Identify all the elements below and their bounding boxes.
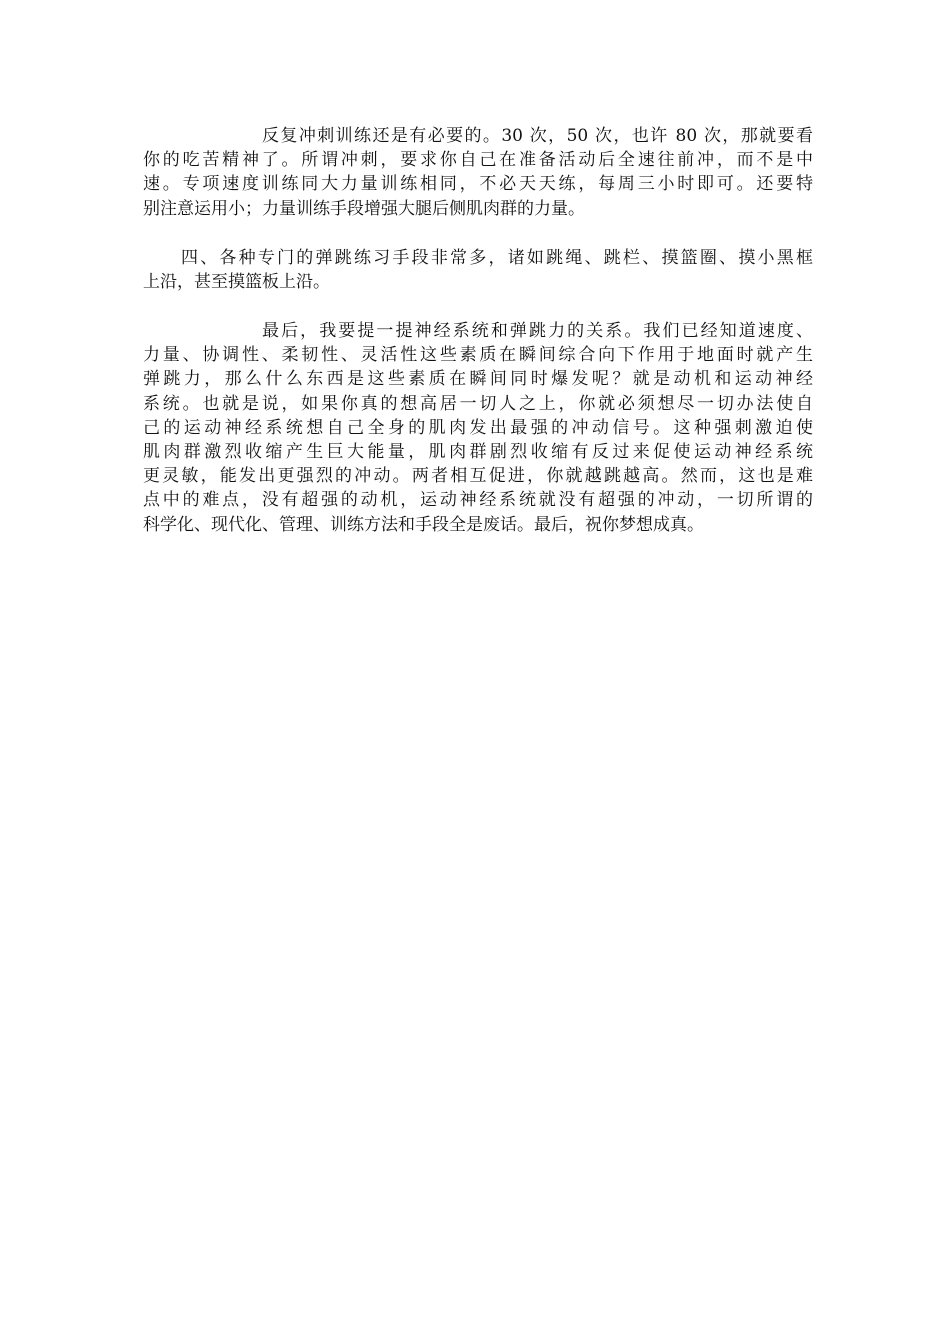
paragraph-line: 己的运动神经系统想自己全身的肌肉发出最强的冲动信号。这种强刺激迫使 [143, 417, 813, 438]
paragraph-line: 反复冲刺训练还是有必要的。30 次，50 次，也许 80 次，那就要看 [262, 126, 813, 146]
paragraph-line: 系统。也就是说，如果你真的想高居一切人之上，你就必须想尽一切办法使自 [143, 393, 813, 414]
paragraph-line: 四、各种专门的弹跳练习手段非常多，诸如跳绳、跳栏、摸篮圈、摸小黑框 [181, 248, 813, 268]
paragraph-line: 弹跳力，那么什么东西是这些素质在瞬间同时爆发呢？就是动机和运动神经 [143, 369, 813, 390]
paragraph-line: 别注意运用小；力量训练手段增强大腿后侧肌肉群的力量。 [143, 198, 585, 219]
paragraph-nervous-system [143, 319, 813, 537]
paragraph-sprint-training [143, 124, 813, 221]
paragraph-line: 上沿，甚至摸篮板上沿。 [143, 272, 330, 293]
paragraph-line: 科学化、现代化、管理、训练方法和手段全是废话。最后，祝你梦想成真。 [143, 514, 704, 535]
paragraph-line: 肌肉群激烈收缩产生巨大能量，肌肉群剧烈收缩有反过来促使运动神经系统 [143, 442, 813, 463]
paragraph-line: 点中的难点，没有超强的动机，运动神经系统就没有超强的冲动，一切所谓的 [143, 490, 813, 511]
paragraph-line: 你的吃苦精神了。所谓冲刺，要求你自己在准备活动后全速往前冲，而不是中 [143, 150, 813, 171]
paragraph-line: 力量、协调性、柔韧性、灵活性这些素质在瞬间综合向下作用于地面时就产生 [143, 345, 813, 366]
paragraph-line: 更灵敏，能发出更强烈的冲动。两者相互促进，你就越跳越高。然而，这也是难 [143, 466, 813, 487]
paragraph-line: 速。专项速度训练同大力量训练相同，不必天天练，每周三小时即可。还要特 [143, 174, 813, 195]
paragraph-jump-drills [143, 246, 813, 294]
paragraph-line: 最后，我要提一提神经系统和弹跳力的关系。我们已经知道速度、 [262, 321, 813, 341]
